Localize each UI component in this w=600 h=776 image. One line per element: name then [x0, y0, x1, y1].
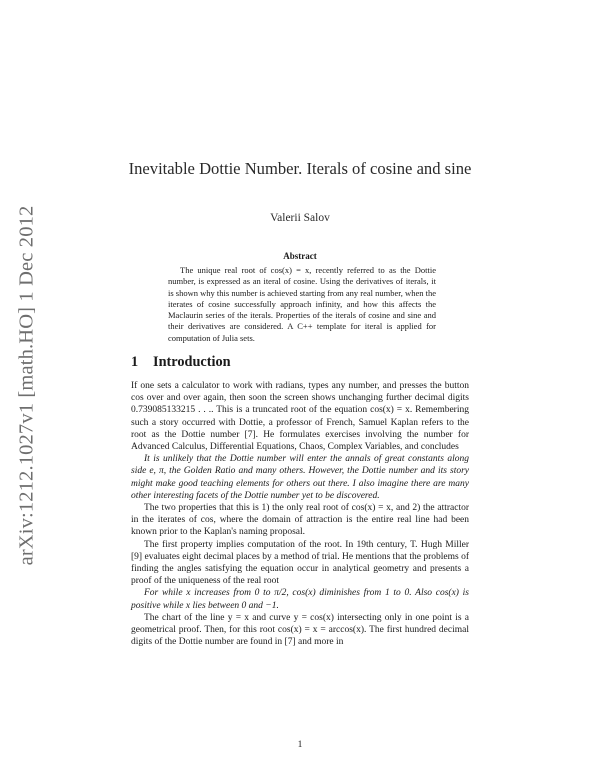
body-text — [131, 380, 469, 648]
section-number: 1 — [131, 354, 139, 370]
section-heading — [131, 354, 231, 371]
page-number: 1 — [297, 740, 303, 750]
paragraph: If one sets a calculator to work with radians, types any number, and presses the button cos over and over again, then soon the screen shows unchanging further decimal digits 0.739085133215 . . .. This is a truncated root of the equation cos(x) = x. Remembering such a story occurred with Dottie, a professor of French, Samuel Kaplan refers to the root as the Dottie number [7]. He formulates exercises involving the number for Advanced Calculus, Differential Equations, Chaos, Complex Variables, and concludes — [131, 381, 469, 453]
paragraph: The chart of the line y = x and curve y = cos(x) intersecting only in one point is a geometrical proof. Then, for this root cos(x) = x = arccos(x). The first hundred decimal digits of the Dottie number are found in [7] and more in — [131, 612, 469, 648]
abstract-heading: Abstract — [283, 251, 317, 261]
block-quote: For while x increases from 0 to π/2, cos(x) diminishes from 1 to 0. Also cos(x) is positive while x lies between 0 and −1. — [131, 588, 469, 611]
abstract-text: The unique real root of cos(x) = x, recently referred to as the Dottie number, is expressed as an iteral of cosine. Using the derivatives of iterals, it is shown why this number is achieved starting from any real number, when the iterates of cosine successfully approach infinity, and how this affects the Maclaurin series of the iterals. Properties of the iterals of cosine and sine and their derivatives are considered. A C++ template for iteral is applied for computation of Julia sets. — [168, 265, 436, 343]
paragraph: The two properties that this is 1) the only real root of cos(x) = x, and 2) the attractor in the iterates of cos, where the domain of attraction is the entire real line had been known prior to the Kaplan's naming proposal. — [131, 503, 469, 538]
paragraph: The first property implies computation of the root. In 19th century, T. Hugh Miller [9] evaluates eight decimal places by a method of trial. He mentions that the problems of finding the angles satisfying the equation occur in analytical geometry and presents a proof of the uniqueness of the real root — [131, 539, 469, 587]
author-name: Valerii Salov — [270, 212, 330, 224]
abstract-body — [168, 265, 436, 344]
block-quote: It is unlikely that the Dottie number will enter the annals of great constants along side e, π, the Golden Ratio and many others. However, the Dottie number and its story might make good teaching elements for others out there. I also imagine there are many other interesting facets of the Dottie number yet to be discovered. — [131, 454, 469, 501]
section-title: Introduction — [153, 354, 231, 370]
arxiv-identifier: arXiv:1212.1027v1 [math.HO] 1 Dec 2012 — [15, 205, 38, 565]
paper-title: Inevitable Dottie Number. Iterals of cosine and sine — [128, 159, 472, 178]
